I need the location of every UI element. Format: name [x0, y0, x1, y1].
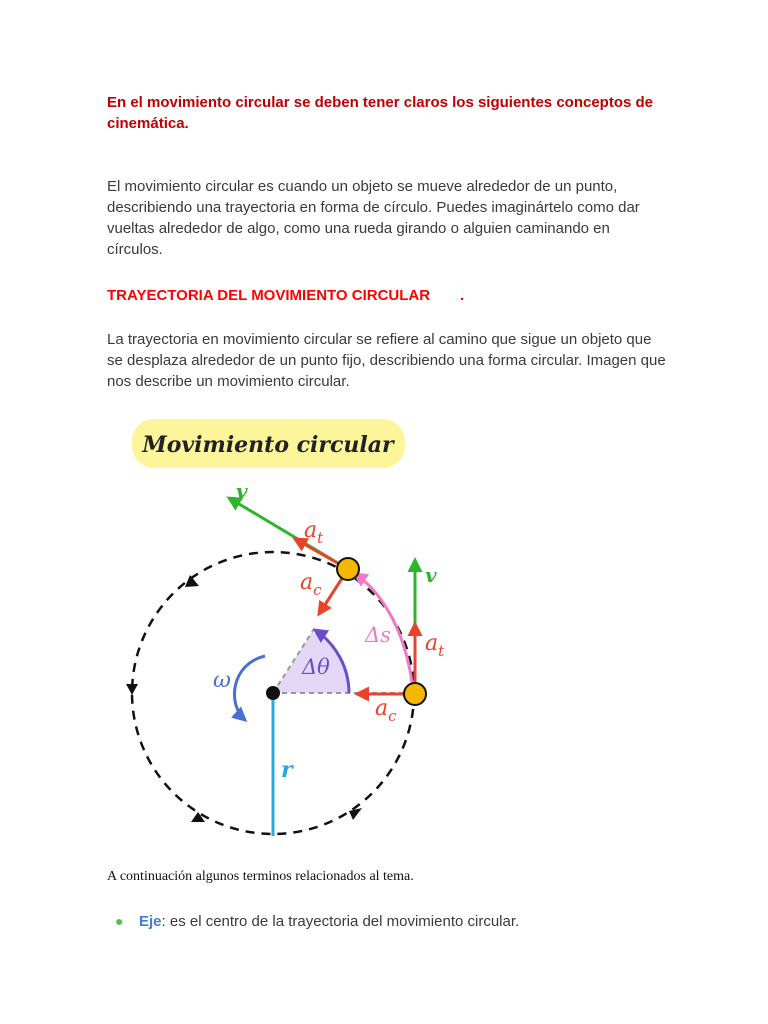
omega-label: ω	[213, 668, 231, 693]
intro-heading: En el movimiento circular se deben tener claros los siguientes conceptos de cinemática.	[107, 94, 654, 132]
list-item-text	[139, 911, 519, 932]
particle-right	[404, 683, 426, 705]
velocity-label-top: v	[236, 479, 248, 503]
at-top-a: a	[304, 518, 318, 543]
section-title-dot: .	[460, 287, 465, 304]
circular-motion-figure	[105, 412, 465, 852]
ac-right-a: a	[375, 696, 389, 721]
section-title	[107, 285, 465, 306]
radius-label: r	[281, 757, 293, 783]
figure-title: Movimiento circular	[142, 432, 394, 458]
at-right-sub: t	[438, 642, 445, 660]
section-title-text: TRAYECTORIA DEL MOVIMIENTO CIRCULAR	[107, 287, 431, 304]
omega-arrow	[234, 656, 265, 720]
velocity-label-right: v	[425, 563, 437, 587]
circular-motion-diagram	[105, 412, 465, 852]
section-paragraph: La trayectoria en movimiento circular se refiere al camino que sigue un objeto que se desplaza alrededor de un punto fijo, describiendo una forma circular. Imagen que nos describe un movimiento circular.	[107, 331, 666, 390]
tangential-accel-label-top	[304, 518, 324, 547]
direction-triangle-bottom-right	[349, 808, 362, 820]
direction-triangle-bottom-left	[191, 812, 205, 822]
centripetal-accel-label-right	[375, 696, 397, 725]
particle-top	[337, 558, 359, 580]
delta-s-label: Δs	[365, 623, 391, 647]
intro-paragraph: El movimiento circular es cuando un objeto se mueve alrededor de un punto, describiendo una trayectoria en forma de círculo. Puedes imaginártelo como dar vueltas alrededor de algo, como una rueda girando o alguien caminando en círculos.	[107, 178, 640, 258]
centripetal-accel-label-top	[300, 570, 322, 599]
ac-top-sub: c	[313, 581, 322, 599]
tangential-accel-label-right	[425, 631, 445, 660]
ac-right-sub: c	[388, 707, 397, 725]
at-right-a: a	[425, 631, 439, 656]
term-definition: : es el centro de la trayectoria del movimiento circular.	[161, 913, 520, 930]
delta-theta-label: Δθ	[302, 655, 330, 679]
direction-triangle-left	[126, 684, 138, 695]
bullet-icon: ●	[115, 913, 124, 929]
ac-top-a: a	[300, 570, 314, 595]
term-label: Eje	[139, 913, 162, 930]
center-point	[266, 686, 280, 700]
terms-caption: A continuación algunos terminos relacionados al tema.	[107, 869, 414, 884]
at-top-sub: t	[317, 529, 324, 547]
